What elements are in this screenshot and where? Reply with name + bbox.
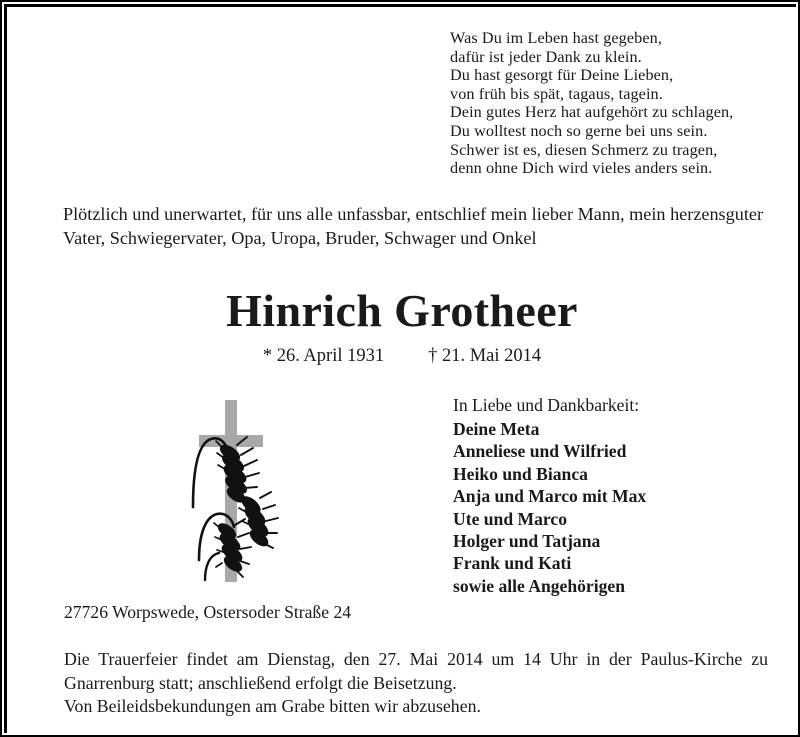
deceased-name: Hinrich Grotheer [226, 285, 578, 336]
announcement-text: Plötzlich und unerwartet, für uns alle unfassbar, entschlief mein lieber Mann, mein herzensguter Vater, Schwiegervater, Opa, Uropa, Bruder, Schwager und Onkel [63, 204, 763, 248]
cross-with-wheat-icon [175, 395, 295, 590]
verse-line: dafür ist jeder Dank zu klein. [450, 47, 642, 66]
verse-line: denn ohne Dich wird vieles anders sein. [450, 159, 713, 178]
wheat-ear-upper [216, 437, 259, 505]
verse-line: von früh bis spät, tagaus, tagein. [450, 84, 663, 103]
mourners-list [453, 418, 773, 597]
verse-line: Du wolltest noch so gerne bei uns sein. [450, 121, 708, 140]
mourner-name: Holger und Tatjana [453, 531, 601, 552]
memorial-verse [450, 29, 780, 178]
service-condolences-text: Von Beileidsbekundungen am Grabe bitten wir abzusehen. [64, 696, 481, 716]
address-line: 27726 Worpswede, Ostersoder Straße 24 [64, 602, 352, 622]
birth-date: * 26. April 1931 [262, 346, 385, 366]
mourner-name: Anneliese und Wilfried [453, 441, 627, 462]
notice-content-area [7, 7, 797, 734]
mourner-name: Ute und Marco [453, 508, 568, 529]
verse-line: Du hast gesorgt für Deine Lieben, [450, 66, 674, 85]
mourner-name: Deine Meta [453, 419, 540, 439]
death-date: † 21. Mai 2014 [428, 346, 542, 366]
life-dates [7, 345, 797, 368]
verse-line: Schwer ist es, diesen Schmerz zu tragen, [450, 140, 718, 159]
mourner-name: Heiko und Bianca [453, 463, 588, 484]
mourner-name: Anja und Marco mit Max [453, 486, 647, 507]
mourner-name: Frank und Kati [453, 553, 572, 574]
verse-line: Was Du im Leben hast gegeben, [450, 29, 662, 47]
mourners-heading: In Liebe und Dankbarkeit: [453, 395, 640, 415]
verse-line: Dein gutes Herz hat aufgehört zu schlagen, [450, 103, 734, 122]
notice-inner-border [4, 4, 796, 733]
mourner-name: sowie alle Angehörigen [453, 575, 626, 596]
service-details [64, 648, 768, 719]
service-ceremony-text: Die Trauerfeier findet am Dienstag, den 27. Mai 2014 um 14 Uhr in der Paulus-Kirche zu Gnarrenburg statt; anschließend erfolgt die Beisetzung. [64, 649, 768, 693]
mourners-block [453, 394, 773, 597]
